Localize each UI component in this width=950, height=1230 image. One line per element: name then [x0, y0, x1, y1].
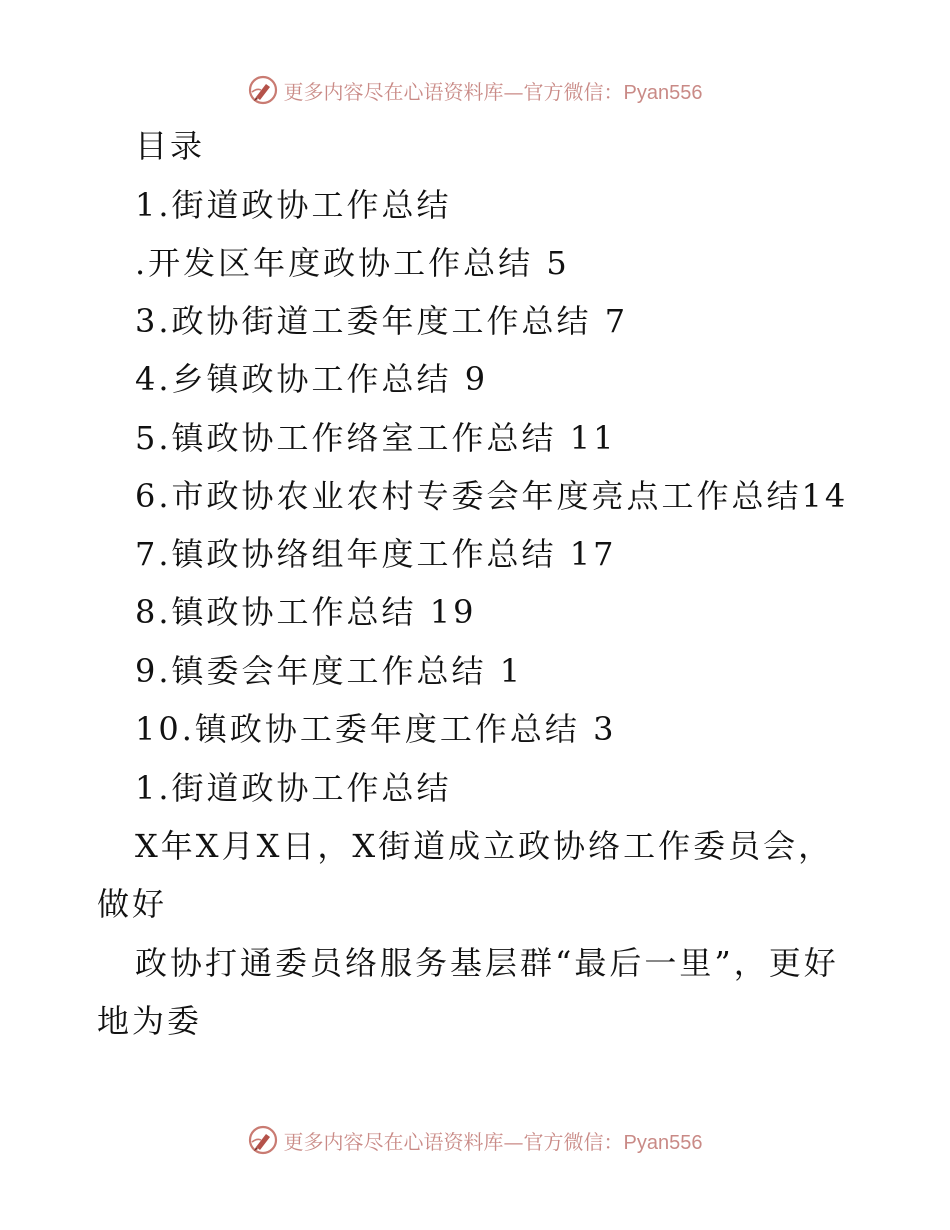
toc-item: 7.镇政协络组年度工作总结 17: [135, 535, 617, 573]
watermark-header: [0, 70, 950, 110]
section-heading: 1.街道政协工作总结: [135, 769, 452, 807]
watermark-footer: [0, 1120, 950, 1160]
paragraph-line: 做好: [97, 885, 168, 923]
watermark-text: 更多内容尽在心语资料库—官方微信：Pyan556: [283, 79, 703, 104]
toc-item: 4.乡镇政协工作总结 9: [135, 360, 489, 398]
paragraph-line: 地为委: [97, 1002, 203, 1040]
toc-item: 9.镇委会年度工作总结 1: [135, 652, 524, 690]
toc-item: 1.街道政协工作总结: [135, 186, 452, 224]
paragraph-line: X年X月X日，X街道成立政协络工作委员会，: [135, 827, 834, 865]
paragraph-line: 政协打通委员络服务基层群“最后一里”，更好: [135, 944, 839, 982]
toc-item: 10.镇政协工委年度工作总结 3: [135, 710, 617, 748]
toc-item: 3.政协街道工委年度工作总结 7: [135, 302, 629, 340]
toc-title: 目录: [135, 127, 206, 165]
pen-logo-icon: [248, 75, 278, 105]
toc-item: .开发区年度政协工作总结 5: [135, 244, 570, 282]
toc-item: 5.镇政协工作络室工作总结 11: [135, 419, 617, 457]
toc-item: 6.市政协农业农村专委会年度亮点工作总结14: [135, 477, 849, 515]
pen-logo-icon: [248, 1125, 278, 1155]
watermark-text: 更多内容尽在心语资料库—官方微信：Pyan556: [283, 1129, 703, 1154]
toc-item: 8.镇政协工作总结 19: [135, 593, 477, 631]
